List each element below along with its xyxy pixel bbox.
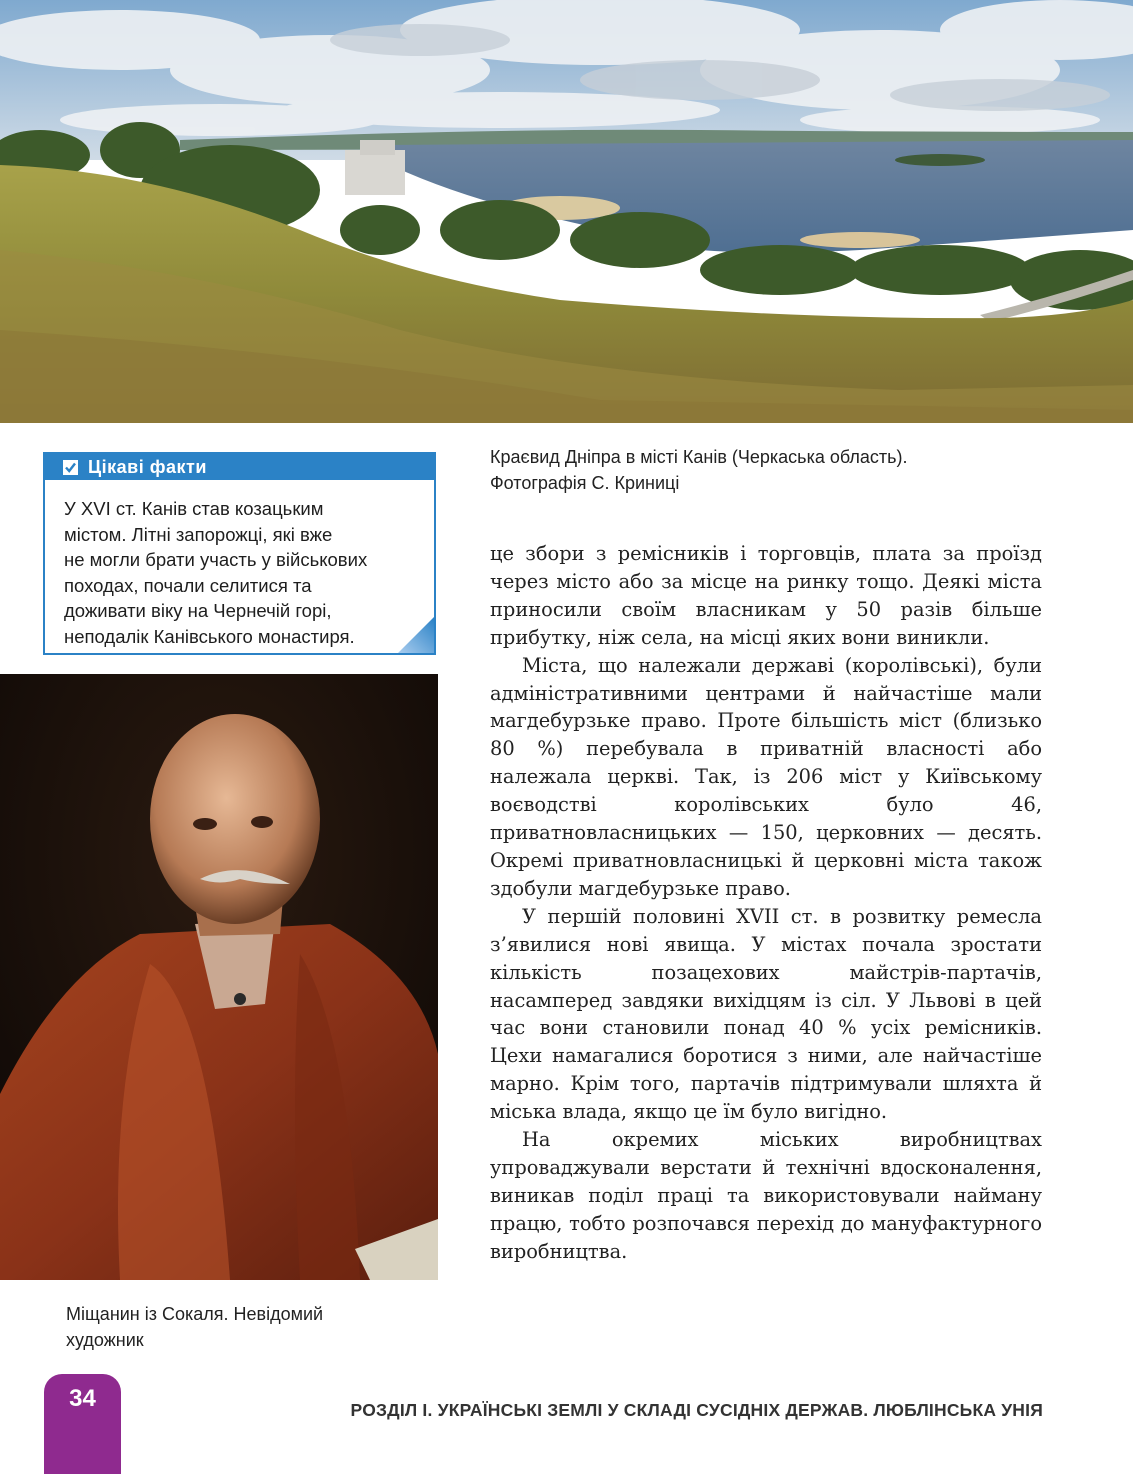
facts-line: містом. Літні запорожці, які вже (64, 523, 333, 545)
landscape-photo (0, 0, 1133, 423)
caption-line: Фотографія С. Криниці (490, 473, 680, 493)
facts-line: доживати віку на Чернечій горі, (64, 600, 332, 621)
caption-line: художник (66, 1330, 144, 1350)
facts-line: походах, почали селитися та (64, 574, 312, 596)
paragraph: У першій половині XVII ст. в розвитку ремесла з’явилися нові явища. У містах почала зростати кількість позацехових майстрів-партачів, насамперед завдяки вихідцям із сіл. У Львові в цей час вони становили понад 40 % усіх ремісників. Цехи намагалися боротися з ними, але найчастіше марно. Крім того, партачів підтримували шляхта й міська влада, якщо це їм було вигідно. (490, 904, 1042, 1124)
portrait-painting (0, 674, 438, 1280)
facts-line: У XVI ст. Канів став козацьким (64, 498, 324, 519)
checkbox-icon (63, 460, 78, 475)
facts-text (45, 480, 434, 649)
caption-line: Краєвид Дніпра в місті Канів (Черкаська область). (490, 447, 908, 467)
caption-line: Міщанин із Сокаля. Невідомий (66, 1304, 324, 1324)
main-text (490, 540, 1042, 1266)
corner-triangle-icon (398, 617, 434, 653)
section-title: РОЗДІЛ І. УКРАЇНСЬКІ ЗЕМЛІ У СКЛАДІ СУСІДНІХ ДЕРЖАВ. ЛЮБЛІНСЬКА УНІЯ (350, 1400, 1043, 1420)
paragraph: це збори з ремісників і торговців, плата за проїзд через місто або за місце на ринку тощо. Деякі міста приносили своїм власникам у 50 разів більше прибутку, ніж села, на місці яких вони виникли. (490, 542, 1042, 649)
facts-box (43, 452, 436, 655)
paragraph: Міста, що належали державі (королівські), були адміністративними центрами й найчастіше мали магдебурзьке право. Проте більшість міст (близько 80 %) перебувала в приватній власності або належала церкві. Так, із 206 міст у Київському воєводстві королівських було 46, приватновласницьких — 150, церковних — десять. Окремі приватновласницькі й церковні міста також здобули магдебурзьке право. (490, 653, 1042, 900)
facts-header (45, 454, 434, 480)
facts-line: не могли брати участь у військових (64, 549, 368, 570)
paragraph: На окремих міських виробництвах упроваджували верстати й технічні вдосконалення, виникав поділ праці та використовували найману працю, тобто розпочався перехід до мануфактурного виробництва. (490, 1128, 1042, 1263)
facts-title: Цікаві факти (88, 456, 207, 477)
facts-line: неподалік Канівського монастиря. (64, 625, 355, 647)
portrait-caption (66, 1301, 406, 1353)
landscape-caption (490, 444, 1090, 496)
page-number: 34 (69, 1385, 96, 1412)
